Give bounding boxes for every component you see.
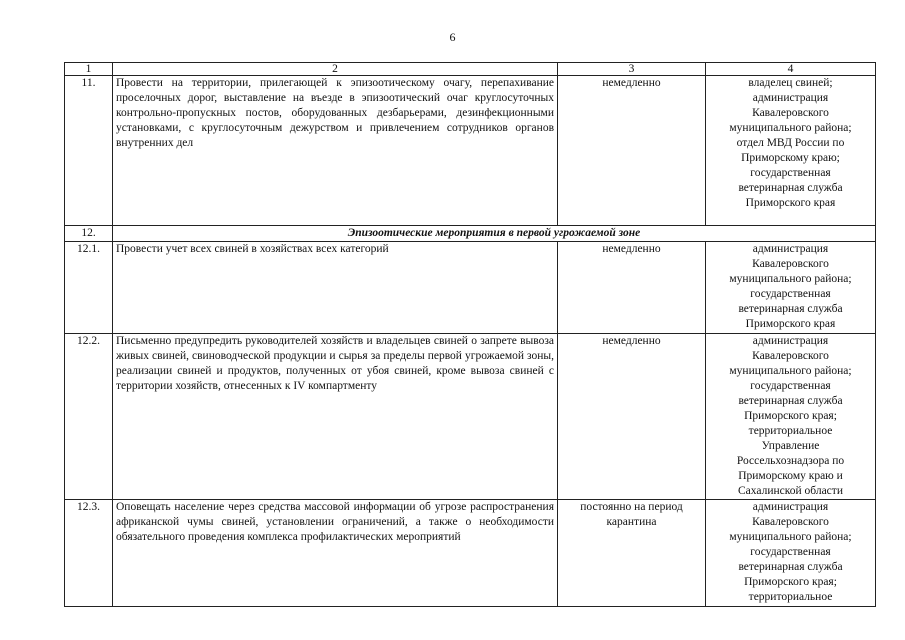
column-header: 2 bbox=[113, 63, 558, 76]
term-line: постоянно на период bbox=[580, 501, 683, 513]
responsible-line: территориальное bbox=[748, 591, 833, 603]
responsible-line: территориальное bbox=[748, 425, 833, 437]
responsible-line: Кавалеровского bbox=[752, 107, 829, 119]
row-number: 12.3. bbox=[65, 500, 113, 607]
term-text: немедленно bbox=[558, 334, 706, 500]
responsible-line: государственная bbox=[750, 167, 831, 179]
responsible-line: ветеринарная служба bbox=[738, 395, 843, 407]
responsible-line: Приморского края bbox=[745, 318, 836, 330]
responsible-line: Сахалинской области bbox=[738, 485, 843, 497]
table-header-row bbox=[65, 63, 876, 76]
table-row bbox=[65, 242, 876, 334]
term-text: немедленно bbox=[558, 76, 706, 226]
responsible-line: ветеринарная служба bbox=[738, 561, 843, 573]
responsible-line: Приморского края; bbox=[744, 576, 837, 588]
responsible-line: государственная bbox=[750, 380, 831, 392]
responsible-line: муниципального района; bbox=[729, 531, 852, 543]
responsible-line: администрация bbox=[752, 501, 829, 513]
term-line: карантина bbox=[606, 516, 657, 528]
responsible-line: Приморскому краю; bbox=[741, 152, 840, 164]
row-number: 12.1. bbox=[65, 242, 113, 334]
term-cell bbox=[558, 500, 706, 607]
responsible-line: муниципального района; bbox=[729, 122, 852, 134]
table-row bbox=[65, 334, 876, 500]
responsible-line: Приморского края; bbox=[744, 410, 837, 422]
responsible-line: администрация bbox=[752, 335, 829, 347]
responsible-line: Приморского края bbox=[745, 197, 836, 209]
responsible-line: государственная bbox=[750, 288, 831, 300]
action-text: Провести на территории, прилегающей к эпизоотическому очагу, перепахивание проселочных дорог, выставление на въезде в эпизоотический очаг круглосуточных контрольно-пропускных постов, оборудованных дезбарьерами, дезинфекционными установками, с круглосуточным дежурством и привлечением сотрудников органов внутренних дел bbox=[113, 76, 558, 226]
table-row bbox=[65, 500, 876, 607]
section-row bbox=[65, 226, 876, 242]
responsible-line: Кавалеровского bbox=[752, 350, 829, 362]
responsible-line: Кавалеровского bbox=[752, 516, 829, 528]
section-title: Эпизоотические мероприятия в первой угрожаемой зоне bbox=[113, 226, 876, 242]
responsible-line: ветеринарная служба bbox=[738, 303, 843, 315]
responsible-line: отдел МВД России по bbox=[736, 137, 845, 149]
responsible-line: ветеринарная служба bbox=[738, 182, 843, 194]
table-row bbox=[65, 76, 876, 226]
responsible-line: Приморскому краю и bbox=[738, 470, 843, 482]
measures-table bbox=[64, 62, 876, 607]
responsible-cell bbox=[706, 242, 876, 334]
responsible-cell bbox=[706, 334, 876, 500]
responsible-line: Россельхознадзора по bbox=[736, 455, 845, 467]
responsible-line: Кавалеровского bbox=[752, 258, 829, 270]
column-header: 1 bbox=[65, 63, 113, 76]
column-header: 3 bbox=[558, 63, 706, 76]
responsible-line: администрация bbox=[752, 92, 829, 104]
action-text: Письменно предупредить руководителей хозяйств и владельцев свиней о запрете вывоза живых свиней, свиноводческой продукции и сырья за пределы первой угрожаемой зоны, реализации свиней и продуктов, полученных от убоя свиней, кроме вывоза свиней с территории хозяйств, отнесенных к IV компартменту bbox=[113, 334, 558, 500]
responsible-line: владелец свиней; bbox=[748, 77, 833, 89]
section-number: 12. bbox=[65, 226, 113, 242]
responsible-line: администрация bbox=[752, 243, 829, 255]
responsible-cell bbox=[706, 500, 876, 607]
row-number: 11. bbox=[65, 76, 113, 226]
term-text: немедленно bbox=[558, 242, 706, 334]
action-text: Провести учет всех свиней в хозяйствах всех категорий bbox=[113, 242, 558, 334]
action-text: Оповещать население через средства массовой информации об угрозе распространения африканской чумы свиней, установлении ограничений, а также о необходимости обязательного проведения комплекса профилактических мероприятий bbox=[113, 500, 558, 607]
responsible-line: муниципального района; bbox=[729, 273, 852, 285]
page-number: 6 bbox=[449, 30, 456, 44]
responsible-line: муниципального района; bbox=[729, 365, 852, 377]
column-header: 4 bbox=[706, 63, 876, 76]
responsible-line: государственная bbox=[750, 546, 831, 558]
responsible-cell bbox=[706, 76, 876, 226]
row-number: 12.2. bbox=[65, 334, 113, 500]
responsible-line: Управление bbox=[761, 440, 820, 452]
